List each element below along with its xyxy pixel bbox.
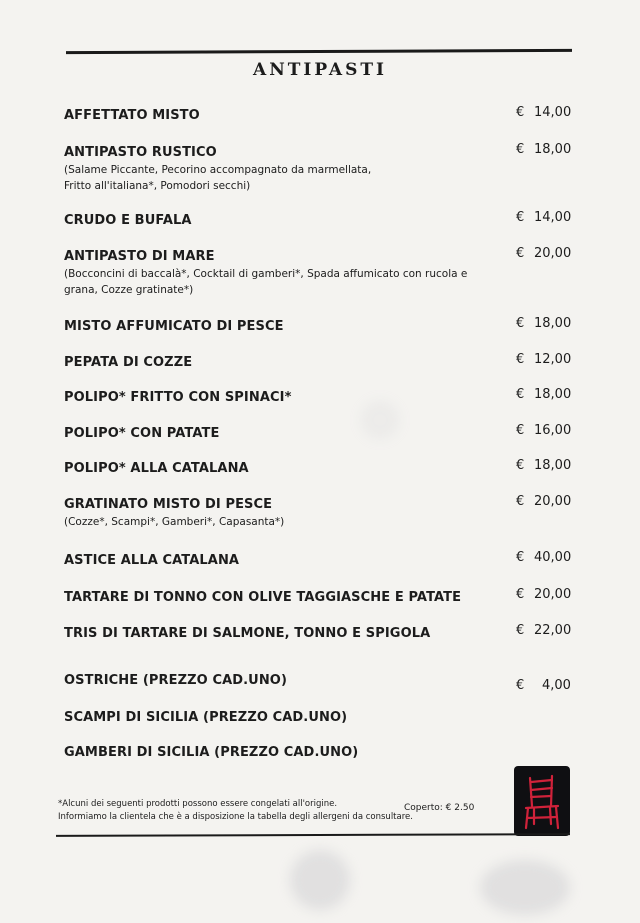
- section-title: ANTIPASTI: [253, 60, 387, 80]
- euro-sign: €: [516, 458, 525, 473]
- item-description: (Salame Piccante, Pecorino accompagnato da marmellata, Fritto all'italiana*, Pomodori secchi): [64, 164, 372, 192]
- item-price: [516, 678, 571, 693]
- top-divider: [66, 49, 572, 54]
- item-price: [516, 623, 571, 638]
- item-name: POLIPO* CON PATATE: [64, 426, 220, 441]
- euro-sign: €: [516, 352, 525, 367]
- price-value: 18,00: [534, 316, 572, 331]
- paper-smudge: [290, 850, 350, 910]
- euro-sign: €: [516, 678, 525, 693]
- item-price: [516, 316, 571, 331]
- item-name: OSTRICHE (PREZZO CAD.UNO): [64, 673, 288, 688]
- item-name: POLIPO* ALLA CATALANA: [64, 461, 249, 476]
- menu-item: [64, 316, 574, 334]
- price-value: 14,00: [534, 210, 572, 225]
- euro-sign: €: [516, 316, 525, 331]
- price-value: 40,00: [534, 550, 572, 565]
- item-name: GRATINATO MISTO DI PESCE: [64, 497, 273, 512]
- item-name: MISTO AFFUMICATO DI PESCE: [64, 319, 284, 334]
- euro-sign: €: [516, 246, 525, 261]
- euro-sign: €: [516, 494, 525, 509]
- price-value: 16,00: [534, 423, 572, 438]
- item-name: TRIS DI TARTARE DI SALMONE, TONNO E SPIGOLA: [64, 626, 431, 641]
- chair-icon: [514, 766, 570, 836]
- restaurant-logo: [514, 766, 570, 836]
- price-value: 14,00: [534, 105, 572, 120]
- menu-item: [64, 246, 574, 298]
- menu-item: [64, 142, 574, 194]
- euro-sign: €: [516, 210, 525, 225]
- item-price: [516, 246, 571, 261]
- menu-item: [64, 494, 574, 530]
- price-value: 4,00: [542, 678, 571, 693]
- item-price: [516, 458, 571, 473]
- menu-item: [64, 387, 574, 405]
- euro-sign: €: [516, 423, 525, 438]
- euro-sign: €: [516, 587, 525, 602]
- price-value: 18,00: [534, 458, 572, 473]
- item-price: [516, 352, 571, 367]
- euro-sign: €: [516, 105, 525, 120]
- item-price: [516, 105, 571, 120]
- item-name: AFFETTATO MISTO: [64, 108, 200, 123]
- item-name: TARTARE DI TONNO CON OLIVE TAGGIASCHE E PATATE: [64, 590, 462, 605]
- price-value: 22,00: [534, 623, 572, 638]
- bottom-divider: [56, 833, 570, 837]
- item-description: (Cozze*, Scampi*, Gamberi*, Capasanta*): [64, 516, 285, 528]
- euro-sign: €: [516, 623, 525, 638]
- menu-item: [64, 623, 574, 641]
- item-name: PEPATA DI COZZE: [64, 355, 193, 370]
- paper-smudge: [480, 860, 570, 915]
- euro-sign: €: [516, 550, 525, 565]
- menu-item: [64, 210, 574, 228]
- menu-item: [64, 710, 574, 725]
- price-value: 12,00: [534, 352, 572, 367]
- menu-item: [64, 550, 574, 568]
- item-name: CRUDO E BUFALA: [64, 213, 192, 228]
- item-name: SCAMPI DI SICILIA (PREZZO CAD.UNO): [64, 710, 348, 725]
- item-price: [516, 142, 571, 157]
- price-value: 18,00: [534, 142, 572, 157]
- menu-item: [64, 352, 574, 370]
- footnote: [58, 798, 413, 824]
- footnote-frozen: *Alcuni dei seguenti prodotti possono essere congelati all'origine.: [58, 799, 338, 809]
- item-name: ANTIPASTO DI MARE: [64, 249, 215, 264]
- euro-sign: €: [516, 142, 525, 157]
- price-value: 20,00: [534, 494, 572, 509]
- item-description: (Bocconcini di baccalà*, Cocktail di gamberi*, Spada affumicato con rucola e grana, Cozze gratinate*): [64, 268, 468, 296]
- item-name: ANTIPASTO RUSTICO: [64, 145, 217, 160]
- item-price: [516, 494, 571, 509]
- item-price: [516, 423, 571, 438]
- menu-item: [64, 423, 574, 441]
- item-price: [516, 550, 571, 565]
- price-value: 18,00: [534, 387, 572, 402]
- item-price: [516, 387, 571, 402]
- cover-charge: Coperto: € 2.50: [404, 803, 475, 813]
- price-value: 20,00: [534, 587, 572, 602]
- item-name: POLIPO* FRITTO CON SPINACI*: [64, 390, 292, 405]
- item-price: [516, 210, 571, 225]
- footnote-allergens: Informiamo la clientela che è a disposizione la tabella degli allergeni da consultare.: [58, 812, 413, 822]
- price-value: 20,00: [534, 246, 572, 261]
- item-name: ASTICE ALLA CATALANA: [64, 553, 240, 568]
- item-price: [516, 587, 571, 602]
- menu-item: [64, 745, 574, 760]
- menu-item: [64, 587, 574, 605]
- menu-item: [64, 673, 574, 693]
- menu-item: [64, 105, 574, 123]
- euro-sign: €: [516, 387, 525, 402]
- item-name: GAMBERI DI SICILIA (PREZZO CAD.UNO): [64, 745, 359, 760]
- menu-item: [64, 458, 574, 476]
